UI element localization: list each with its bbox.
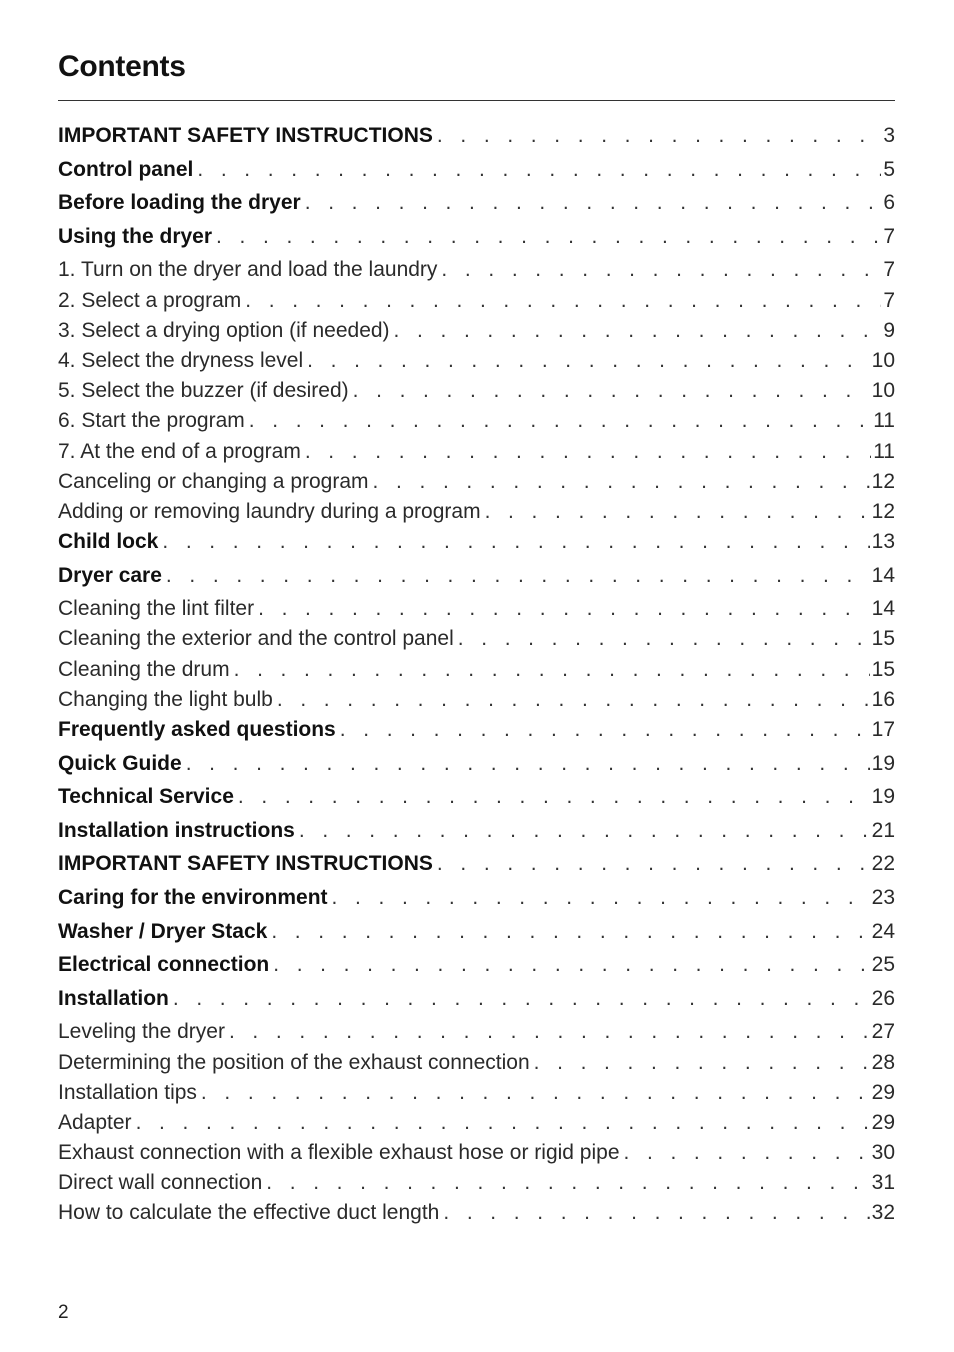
toc-entry-page-number: 9 — [883, 318, 895, 342]
toc-entry-page-number: 26 — [871, 986, 895, 1010]
dot-leader — [271, 920, 869, 944]
toc-entry-label: IMPORTANT SAFETY INSTRUCTIONS — [58, 852, 433, 876]
toc-entry[interactable] — [58, 953, 895, 987]
toc-entry-label: Adding or removing laundry during a program — [58, 499, 481, 523]
dot-leader — [299, 819, 870, 843]
dot-leader — [266, 1171, 869, 1195]
toc-entry-label: Exhaust connection with a flexible exhaust hose or rigid pipe — [58, 1141, 620, 1165]
toc-entry[interactable] — [58, 987, 895, 1021]
toc-entry-label: Cleaning the exterior and the control panel — [58, 627, 454, 651]
toc-entry[interactable] — [58, 124, 895, 158]
toc-entry-label: IMPORTANT SAFETY INSTRUCTIONS — [58, 124, 433, 147]
toc-entry[interactable] — [58, 597, 895, 627]
dot-leader — [305, 191, 882, 215]
dot-leader — [201, 1081, 870, 1105]
dot-leader — [307, 349, 870, 373]
toc-entry-label: Direct wall connection — [58, 1171, 263, 1195]
toc-entry-page-number: 29 — [871, 1110, 895, 1134]
toc-entry-label: Adapter — [58, 1110, 132, 1134]
toc-entry-page-number: 30 — [871, 1141, 895, 1165]
dot-leader — [249, 409, 871, 433]
toc-entry[interactable] — [58, 1051, 895, 1081]
toc-entry-label: Technical Service — [58, 785, 234, 809]
dot-leader — [197, 158, 881, 182]
toc-entry[interactable] — [58, 191, 895, 225]
toc-entry-label: Control panel — [58, 157, 194, 181]
toc-entry-label: 6. Start the program — [58, 409, 245, 433]
dot-leader — [277, 688, 870, 712]
toc-entry-label: Quick Guide — [58, 751, 182, 775]
toc-entry-label: Canceling or changing a program — [58, 469, 369, 493]
dot-leader — [273, 953, 869, 977]
toc-entry-label: How to calculate the effective duct length — [58, 1201, 440, 1225]
toc-entry-label: 3. Select a drying option (if needed) — [58, 318, 390, 342]
dot-leader — [485, 500, 870, 524]
dot-leader — [394, 319, 882, 343]
toc-entry[interactable] — [58, 225, 895, 259]
toc-entry-page-number: 7 — [883, 224, 895, 248]
toc-entry-label: Caring for the environment — [58, 885, 328, 909]
dot-leader — [216, 225, 881, 249]
dot-leader — [443, 1201, 869, 1225]
toc-entry-page-number: 10 — [871, 379, 895, 403]
dot-leader — [340, 718, 870, 742]
toc-entry-label: Installation instructions — [58, 818, 295, 842]
toc-entry-page-number: 10 — [871, 348, 895, 372]
toc-entry-page-number: 15 — [871, 657, 895, 681]
toc-entry-page-number: 12 — [871, 499, 895, 523]
toc-entry-page-number: 19 — [871, 785, 895, 809]
toc-entry[interactable] — [58, 158, 895, 192]
dot-leader — [353, 379, 870, 403]
toc-entry-page-number: 25 — [871, 953, 895, 977]
toc-entry-label: Dryer care — [58, 563, 162, 587]
toc-entry-page-number: 14 — [871, 597, 895, 621]
toc-entry-page-number: 23 — [871, 885, 895, 909]
dot-leader — [166, 564, 870, 588]
toc-entry[interactable] — [58, 752, 895, 786]
toc-entry-page-number: 7 — [883, 288, 895, 312]
dot-leader — [186, 752, 870, 776]
toc-entry-page-number: 14 — [871, 563, 895, 587]
toc-entry-label: Installation tips — [58, 1080, 197, 1104]
dot-leader — [173, 987, 870, 1011]
toc-entry-page-number: 29 — [871, 1080, 895, 1104]
toc-entry-label: 5. Select the buzzer (if desired) — [58, 379, 349, 403]
toc-entry-label: Determining the position of the exhaust connection — [58, 1050, 530, 1074]
toc-entry-label: 2. Select a program — [58, 288, 242, 312]
dot-leader — [245, 289, 881, 313]
dot-leader — [437, 124, 881, 148]
dot-leader — [258, 597, 870, 621]
toc-entry-label: Installation — [58, 986, 169, 1010]
dot-leader — [437, 852, 870, 876]
toc-entry[interactable] — [58, 627, 895, 657]
toc-entry-page-number: 13 — [871, 530, 895, 554]
toc-entry[interactable] — [58, 1020, 895, 1050]
toc-entry[interactable] — [58, 289, 895, 319]
toc-entry-page-number: 17 — [871, 718, 895, 741]
toc-entry[interactable] — [58, 500, 895, 530]
toc-entry-page-number: 28 — [871, 1050, 895, 1074]
toc-entry-label: 7. At the end of a program — [58, 439, 301, 463]
toc-entry-label: Washer / Dryer Stack — [58, 919, 268, 943]
toc-entry[interactable] — [58, 440, 895, 470]
toc-entry-label: Electrical connection — [58, 953, 270, 977]
toc-entry[interactable] — [58, 785, 895, 819]
table-of-contents — [58, 124, 895, 1232]
toc-entry[interactable] — [58, 564, 895, 598]
dot-leader — [441, 258, 881, 282]
toc-entry[interactable] — [58, 349, 895, 379]
dot-leader — [624, 1141, 870, 1165]
toc-entry-label: 1. Turn on the dryer and load the laundry — [58, 258, 438, 282]
toc-entry[interactable] — [58, 530, 895, 564]
toc-entry[interactable] — [58, 819, 895, 853]
page-number: 2 — [58, 1302, 69, 1323]
title-divider — [58, 100, 895, 101]
toc-entry-page-number: 12 — [871, 469, 895, 493]
toc-entry[interactable] — [58, 258, 895, 288]
dot-leader — [238, 785, 870, 809]
toc-entry-page-number: 7 — [883, 258, 895, 282]
dot-leader — [234, 658, 870, 682]
toc-entry-page-number: 19 — [871, 751, 895, 775]
toc-entry[interactable] — [58, 688, 895, 718]
toc-entry-label: 4. Select the dryness level — [58, 348, 304, 372]
toc-entry-label: Cleaning the lint filter — [58, 597, 255, 621]
toc-entry[interactable] — [58, 1171, 895, 1201]
toc-entry-label: Using the dryer — [58, 224, 213, 248]
toc-entry[interactable] — [58, 379, 895, 409]
toc-entry-page-number: 31 — [871, 1171, 895, 1195]
toc-entry[interactable] — [58, 1111, 895, 1141]
dot-leader — [305, 440, 871, 464]
dot-leader — [373, 470, 870, 494]
toc-entry[interactable] — [58, 1141, 895, 1171]
toc-entry-page-number: 27 — [871, 1020, 895, 1044]
dot-leader — [534, 1051, 870, 1075]
toc-entry[interactable] — [58, 409, 895, 439]
toc-entry-page-number: 15 — [871, 627, 895, 651]
toc-entry-label: Child lock — [58, 530, 159, 554]
dot-leader — [136, 1111, 870, 1135]
toc-entry-page-number: 5 — [883, 157, 895, 181]
toc-entry-page-number: 24 — [871, 919, 895, 943]
toc-entry-page-number: 11 — [873, 439, 895, 463]
toc-entry-page-number: 11 — [873, 409, 895, 433]
toc-entry[interactable] — [58, 1201, 895, 1231]
dot-leader — [458, 627, 870, 651]
toc-entry[interactable] — [58, 886, 895, 920]
page-title: Contents — [58, 50, 186, 83]
toc-entry[interactable] — [58, 852, 895, 886]
toc-entry[interactable] — [58, 920, 895, 954]
dot-leader — [332, 886, 870, 910]
toc-entry[interactable] — [58, 718, 895, 752]
toc-entry[interactable] — [58, 470, 895, 500]
dot-leader — [229, 1020, 870, 1044]
toc-entry-page-number: 22 — [871, 852, 895, 876]
toc-entry-page-number: 3 — [883, 124, 895, 147]
toc-entry-label: Frequently asked questions — [58, 718, 336, 741]
toc-entry-label: Changing the light bulb — [58, 687, 273, 711]
toc-entry-label: Leveling the dryer — [58, 1020, 225, 1044]
toc-entry[interactable] — [58, 319, 895, 349]
toc-entry-page-number: 6 — [883, 191, 895, 215]
toc-entry[interactable] — [58, 658, 895, 688]
toc-entry-label: Before loading the dryer — [58, 191, 301, 215]
toc-entry-label: Cleaning the drum — [58, 657, 230, 681]
toc-entry-page-number: 21 — [871, 818, 895, 842]
dot-leader — [162, 530, 869, 554]
toc-entry[interactable] — [58, 1081, 895, 1111]
toc-entry-page-number: 32 — [871, 1201, 895, 1225]
toc-entry-page-number: 16 — [871, 687, 895, 711]
